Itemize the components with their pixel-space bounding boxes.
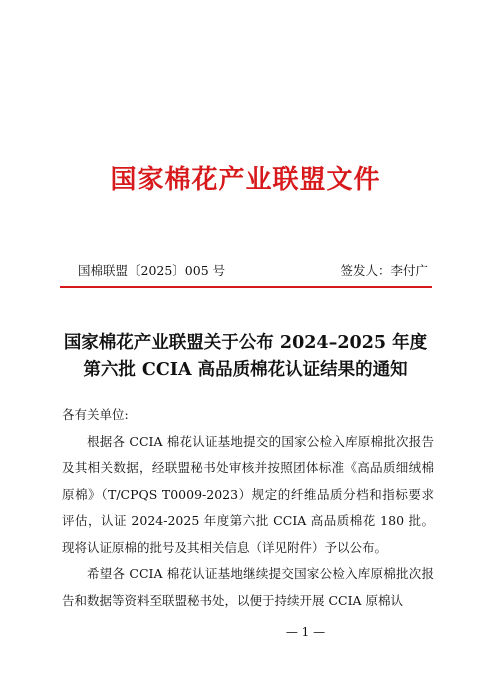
red-divider-rule <box>60 286 432 288</box>
issuer-signature: 签发人：李付广 <box>340 263 428 278</box>
body-paragraph-1: 根据各 CCIA 棉花认证基地提交的国家公检入库原棉批次报告及其相关数据，经联盟秘书处审核并按照团体标准《高品质细绒棉 原棉》（T/CPQS T0009-2023）规定的纤维品质分档和指标要求评估，认证 2024-2025 年度第六批 CCIA 高品质棉花 180 批。现将认证原棉的批号及其相关信息（详见附件）予以公布。 <box>62 433 434 555</box>
notice-body <box>62 402 434 614</box>
salutation: 各有关单位: <box>62 407 129 422</box>
page-number: — 1 — <box>285 625 326 639</box>
document-number: 国棉联盟〔2025〕005 号 <box>78 263 226 278</box>
document-masthead: 国家棉花产业联盟文件 <box>110 165 381 195</box>
notice-title-line-2: 第六批 CCIA 高品质棉花认证结果的通知 <box>83 360 408 380</box>
body-paragraph-2: 希望各 CCIA 棉花认证基地继续提交国家公检入库原棉批次报告和数据等资料至联盟秘书处，以便于持续开展 CCIA 原棉认 <box>62 566 434 608</box>
notice-title-line-1: 国家棉花产业联盟关于公布 2024–2025 年度 <box>63 333 428 353</box>
document-number-row <box>78 261 428 281</box>
notice-title <box>40 330 451 384</box>
